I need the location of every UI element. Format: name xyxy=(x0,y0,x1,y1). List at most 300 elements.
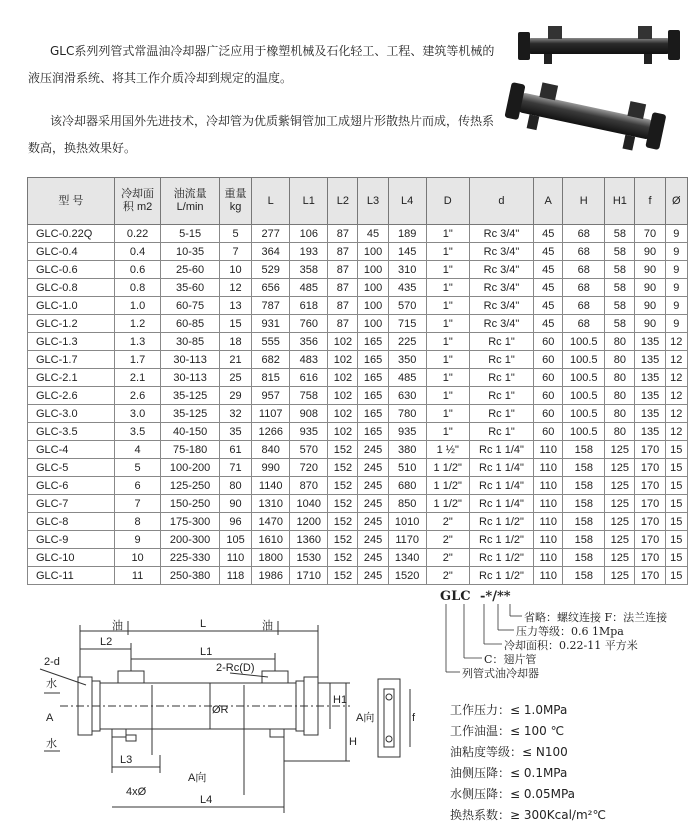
table-cell: 45 xyxy=(534,279,563,297)
table-cell: 760 xyxy=(290,315,328,333)
table-cell: 245 xyxy=(358,459,388,477)
dim-2d-label: 2-d xyxy=(44,656,60,668)
table-cell: 1 1/2" xyxy=(426,477,469,495)
product-photo-top xyxy=(514,18,684,70)
table-cell: Rc 1 1/4" xyxy=(469,495,533,513)
intro-paragraph-2: 该冷却器采用国外先进技术，冷却管为优质紫铜管加工成翅片形散热片而成，传热系数高，换热效果好。 xyxy=(28,114,495,155)
column-header: f xyxy=(635,178,665,225)
model-code-legend xyxy=(434,588,696,688)
table-cell: Rc 3/4" xyxy=(469,315,533,333)
table-cell: 15 xyxy=(665,549,687,567)
table-cell: 12 xyxy=(665,387,687,405)
dim-L-label: L xyxy=(200,618,207,630)
table-cell: 102 xyxy=(328,405,358,423)
table-cell: 0.6 xyxy=(114,261,160,279)
table-cell: 45 xyxy=(534,315,563,333)
table-cell: 1610 xyxy=(252,531,290,549)
table-cell: 170 xyxy=(635,459,665,477)
table-cell: 529 xyxy=(252,261,290,279)
table-cell: 5-15 xyxy=(161,225,220,243)
table-cell: 110 xyxy=(534,495,563,513)
table-row xyxy=(28,225,688,243)
column-header: 型 号 xyxy=(28,178,115,225)
table-cell: 1040 xyxy=(290,495,328,513)
table-cell: 125 xyxy=(605,513,635,531)
table-cell: 1" xyxy=(426,351,469,369)
view-A-label: A向 xyxy=(188,772,207,784)
table-cell: Rc 1 1/4" xyxy=(469,441,533,459)
table-cell: 152 xyxy=(328,441,358,459)
table-cell: 250-380 xyxy=(161,567,220,585)
table-cell: 135 xyxy=(635,333,665,351)
oil-in-label: 油 xyxy=(112,620,123,632)
table-cell: 1800 xyxy=(252,549,290,567)
table-cell: 125 xyxy=(605,441,635,459)
table-cell: 35 xyxy=(219,423,251,441)
table-cell: 1986 xyxy=(252,567,290,585)
table-cell: 158 xyxy=(563,567,605,585)
table-cell: 158 xyxy=(563,477,605,495)
table-cell: 1340 xyxy=(388,549,426,567)
table-cell: 780 xyxy=(388,405,426,423)
table-cell: 8 xyxy=(114,513,160,531)
technical-drawing xyxy=(0,585,430,829)
dim-L2-label: L2 xyxy=(100,636,113,648)
table-cell: 4 xyxy=(114,441,160,459)
table-cell: 87 xyxy=(328,297,358,315)
table-cell: 380 xyxy=(388,441,426,459)
table-cell: 35-60 xyxy=(161,279,220,297)
table-cell: 1107 xyxy=(252,405,290,423)
table-cell: 100 xyxy=(358,297,388,315)
table-cell: 9 xyxy=(665,297,687,315)
table-cell: 245 xyxy=(358,567,388,585)
model-cell: GLC-1.7 xyxy=(28,351,115,369)
table-row xyxy=(28,297,688,315)
table-cell: 165 xyxy=(358,333,388,351)
table-cell: 0.22 xyxy=(114,225,160,243)
table-cell: 30-113 xyxy=(161,369,220,387)
table-row xyxy=(28,369,688,387)
table-cell: 150-250 xyxy=(161,495,220,513)
table-cell: 1360 xyxy=(290,531,328,549)
table-cell: 68 xyxy=(563,243,605,261)
table-cell: 245 xyxy=(358,441,388,459)
table-cell: Rc 1 1/2" xyxy=(469,567,533,585)
table-cell: 105 xyxy=(219,531,251,549)
table-cell: 152 xyxy=(328,513,358,531)
table-cell: 10 xyxy=(114,549,160,567)
table-cell: Rc 1" xyxy=(469,351,533,369)
table-cell: 15 xyxy=(219,315,251,333)
table-cell: 58 xyxy=(605,261,635,279)
model-cell: GLC-11 xyxy=(28,567,115,585)
table-cell: 1" xyxy=(426,261,469,279)
table-row xyxy=(28,243,688,261)
spec-table xyxy=(27,177,688,585)
table-cell: 1" xyxy=(426,297,469,315)
table-row xyxy=(28,513,688,531)
table-cell: 7 xyxy=(114,495,160,513)
water-top-label: 水 xyxy=(46,678,57,690)
table-cell: 60 xyxy=(534,369,563,387)
model-cell: GLC-3.0 xyxy=(28,405,115,423)
table-cell: 15 xyxy=(665,531,687,549)
table-cell: Rc 3/4" xyxy=(469,243,533,261)
table-cell: 158 xyxy=(563,441,605,459)
table-cell: 100.5 xyxy=(563,387,605,405)
model-cell: GLC-1.2 xyxy=(28,315,115,333)
table-cell: 110 xyxy=(534,441,563,459)
table-cell: 957 xyxy=(252,387,290,405)
table-cell: 60 xyxy=(534,333,563,351)
table-cell: 110 xyxy=(534,513,563,531)
table-cell: Rc 1" xyxy=(469,405,533,423)
table-cell: 80 xyxy=(605,351,635,369)
table-cell: 15 xyxy=(665,459,687,477)
table-cell: Rc 1 1/2" xyxy=(469,549,533,567)
column-header: D xyxy=(426,178,469,225)
table-cell: 15 xyxy=(665,513,687,531)
table-cell: 1" xyxy=(426,333,469,351)
table-cell: 1" xyxy=(426,315,469,333)
table-cell: 68 xyxy=(563,297,605,315)
table-row xyxy=(28,405,688,423)
table-cell: 71 xyxy=(219,459,251,477)
model-cell: GLC-6 xyxy=(28,477,115,495)
table-cell: 135 xyxy=(635,423,665,441)
table-cell: 2" xyxy=(426,549,469,567)
table-cell: 1" xyxy=(426,243,469,261)
table-cell: Rc 3/4" xyxy=(469,279,533,297)
table-cell: 100-200 xyxy=(161,459,220,477)
model-cell: GLC-1.0 xyxy=(28,297,115,315)
model-cell: GLC-2.6 xyxy=(28,387,115,405)
dim-H-label: H xyxy=(349,736,357,748)
table-cell: 485 xyxy=(290,279,328,297)
table-cell: 21 xyxy=(219,351,251,369)
table-cell: 100.5 xyxy=(563,333,605,351)
table-cell: 87 xyxy=(328,315,358,333)
table-cell: 787 xyxy=(252,297,290,315)
table-cell: 80 xyxy=(219,477,251,495)
table-cell: 11 xyxy=(114,567,160,585)
column-header: d xyxy=(469,178,533,225)
column-header: L xyxy=(252,178,290,225)
table-cell: 152 xyxy=(328,567,358,585)
table-cell: Rc 1" xyxy=(469,423,533,441)
table-cell: 356 xyxy=(290,333,328,351)
table-cell: 245 xyxy=(358,531,388,549)
spec-oil-viscosity: 油粘度等级：≤ N100 xyxy=(450,745,568,759)
table-cell: 1.2 xyxy=(114,315,160,333)
table-cell: 35-125 xyxy=(161,387,220,405)
table-cell: 656 xyxy=(252,279,290,297)
model-code-suffix: -*/** xyxy=(480,589,511,604)
table-cell: 152 xyxy=(328,477,358,495)
table-cell: 58 xyxy=(605,279,635,297)
table-cell: 68 xyxy=(563,315,605,333)
table-row xyxy=(28,261,688,279)
table-cell: 12 xyxy=(665,351,687,369)
table-header-row xyxy=(28,178,688,225)
table-cell: 102 xyxy=(328,333,358,351)
table-cell: 60-85 xyxy=(161,315,220,333)
table-cell: 100.5 xyxy=(563,423,605,441)
table-cell: 2.1 xyxy=(114,369,160,387)
table-cell: 1710 xyxy=(290,567,328,585)
table-row xyxy=(28,531,688,549)
table-cell: 9 xyxy=(665,225,687,243)
table-cell: 110 xyxy=(534,549,563,567)
table-cell: 15 xyxy=(665,441,687,459)
table-cell: 435 xyxy=(388,279,426,297)
table-row xyxy=(28,333,688,351)
table-cell: 80 xyxy=(605,387,635,405)
table-cell: 1530 xyxy=(290,549,328,567)
code-note-type: 列管式油冷却器 xyxy=(462,667,539,680)
table-cell: 170 xyxy=(635,477,665,495)
table-cell: 630 xyxy=(388,387,426,405)
table-cell: 935 xyxy=(290,423,328,441)
table-row xyxy=(28,351,688,369)
table-row xyxy=(28,459,688,477)
table-cell: 1010 xyxy=(388,513,426,531)
table-row xyxy=(28,549,688,567)
table-cell: 100 xyxy=(358,243,388,261)
table-cell: 125 xyxy=(605,459,635,477)
table-cell: 152 xyxy=(328,549,358,567)
table-cell: 90 xyxy=(635,315,665,333)
table-cell: 1140 xyxy=(252,477,290,495)
table-cell: 165 xyxy=(358,351,388,369)
model-cell: GLC-3.5 xyxy=(28,423,115,441)
table-cell: 931 xyxy=(252,315,290,333)
model-cell: GLC-4 xyxy=(28,441,115,459)
table-cell: 245 xyxy=(358,549,388,567)
table-cell: 125 xyxy=(605,495,635,513)
table-cell: 9 xyxy=(665,279,687,297)
table-cell: 5 xyxy=(219,225,251,243)
table-cell: 80 xyxy=(605,369,635,387)
table-cell: 58 xyxy=(605,225,635,243)
table-cell: Rc 3/4" xyxy=(469,297,533,315)
table-cell: 100 xyxy=(358,315,388,333)
model-cell: GLC-10 xyxy=(28,549,115,567)
table-cell: 1" xyxy=(426,423,469,441)
table-cell: Rc 1 1/4" xyxy=(469,477,533,495)
table-cell: 60-75 xyxy=(161,297,220,315)
table-cell: Rc 1 1/2" xyxy=(469,531,533,549)
table-cell: 158 xyxy=(563,549,605,567)
table-cell: 125 xyxy=(605,549,635,567)
table-cell: 12 xyxy=(665,405,687,423)
table-cell: 193 xyxy=(290,243,328,261)
table-cell: 225 xyxy=(388,333,426,351)
spec-water-pressure-drop: 水侧压降：≤ 0.05MPa xyxy=(450,787,575,801)
table-cell: Rc 1" xyxy=(469,387,533,405)
table-cell: 170 xyxy=(635,495,665,513)
table-cell: 80 xyxy=(605,333,635,351)
table-cell: 13 xyxy=(219,297,251,315)
table-cell: 680 xyxy=(388,477,426,495)
code-note-connection: 省略：螺纹连接 F：法兰连接 xyxy=(524,611,668,624)
table-cell: 758 xyxy=(290,387,328,405)
model-cell: GLC-9 xyxy=(28,531,115,549)
model-cell: GLC-8 xyxy=(28,513,115,531)
table-cell: 70 xyxy=(635,225,665,243)
table-cell: 1.7 xyxy=(114,351,160,369)
model-cell: GLC-0.6 xyxy=(28,261,115,279)
table-cell: 2" xyxy=(426,531,469,549)
table-cell: 3.5 xyxy=(114,423,160,441)
table-cell: 102 xyxy=(328,387,358,405)
dim-L1-label: L1 xyxy=(200,646,213,658)
table-cell: 165 xyxy=(358,423,388,441)
table-cell: 102 xyxy=(328,369,358,387)
table-cell: Rc 1" xyxy=(469,333,533,351)
table-cell: 1" xyxy=(426,405,469,423)
table-cell: 570 xyxy=(388,297,426,315)
water-bottom-label: 水 xyxy=(46,738,57,750)
table-cell: 9 xyxy=(665,243,687,261)
table-cell: 87 xyxy=(328,225,358,243)
table-cell: 7 xyxy=(219,243,251,261)
column-header: Ø xyxy=(665,178,687,225)
column-header: 油流量 L/min xyxy=(161,178,220,225)
table-cell: 1 ½" xyxy=(426,441,469,459)
table-cell: 75-180 xyxy=(161,441,220,459)
table-cell: 510 xyxy=(388,459,426,477)
table-cell: 30-113 xyxy=(161,351,220,369)
table-cell: 358 xyxy=(290,261,328,279)
table-cell: 1266 xyxy=(252,423,290,441)
table-cell: 0.4 xyxy=(114,243,160,261)
table-cell: 58 xyxy=(605,243,635,261)
table-cell: 40-150 xyxy=(161,423,220,441)
column-header: L1 xyxy=(290,178,328,225)
table-cell: Rc 3/4" xyxy=(469,225,533,243)
operating-specs xyxy=(450,700,606,826)
table-cell: 1" xyxy=(426,387,469,405)
table-cell: 720 xyxy=(290,459,328,477)
table-cell: 225-330 xyxy=(161,549,220,567)
table-cell: 12 xyxy=(665,369,687,387)
table-cell: 1170 xyxy=(388,531,426,549)
table-cell: Rc 1" xyxy=(469,369,533,387)
table-cell: 15 xyxy=(665,567,687,585)
model-cell: GLC-5 xyxy=(28,459,115,477)
dim-A-label: A xyxy=(46,712,54,724)
table-cell: 277 xyxy=(252,225,290,243)
table-cell: 60 xyxy=(534,387,563,405)
table-cell: 90 xyxy=(635,297,665,315)
code-note-area: 冷却面积：0.22-11 平方米 xyxy=(504,639,638,652)
table-cell: 1310 xyxy=(252,495,290,513)
column-header: 重量 kg xyxy=(219,178,251,225)
side-f-label: f xyxy=(412,712,416,724)
table-cell: Rc 1 1/2" xyxy=(469,513,533,531)
table-cell: 1200 xyxy=(290,513,328,531)
spec-working-pressure: 工作压力：≤ 1.0MPa xyxy=(450,703,568,717)
table-cell: 10-35 xyxy=(161,243,220,261)
table-cell: 87 xyxy=(328,243,358,261)
table-cell: 1470 xyxy=(252,513,290,531)
table-cell: 189 xyxy=(388,225,426,243)
code-note-pressure: 压力等级：0.6 1Mpa xyxy=(516,625,624,638)
model-cell: GLC-0.4 xyxy=(28,243,115,261)
model-cell: GLC-2.1 xyxy=(28,369,115,387)
table-row xyxy=(28,567,688,585)
table-cell: 0.8 xyxy=(114,279,160,297)
column-header: L3 xyxy=(358,178,388,225)
table-cell: 100.5 xyxy=(563,369,605,387)
table-cell: 165 xyxy=(358,387,388,405)
side-view-label: A向 xyxy=(356,712,375,724)
table-cell: 135 xyxy=(635,405,665,423)
table-cell: 2" xyxy=(426,513,469,531)
table-cell: 1520 xyxy=(388,567,426,585)
spec-heat-transfer: 换热系数：≥ 300Kcal/m²℃ xyxy=(450,808,606,822)
model-code-prefix: GLC xyxy=(440,589,471,604)
table-cell: 152 xyxy=(328,531,358,549)
table-cell: 364 xyxy=(252,243,290,261)
table-cell: 165 xyxy=(358,405,388,423)
table-cell: 12 xyxy=(665,423,687,441)
table-cell: 158 xyxy=(563,531,605,549)
table-cell: 310 xyxy=(388,261,426,279)
table-cell: 815 xyxy=(252,369,290,387)
table-cell: 32 xyxy=(219,405,251,423)
table-cell: 60 xyxy=(534,351,563,369)
table-cell: 90 xyxy=(635,261,665,279)
spec-oil-temperature: 工作油温：≤ 100 ℃ xyxy=(450,724,565,738)
table-cell: 106 xyxy=(290,225,328,243)
table-cell: 102 xyxy=(328,351,358,369)
table-cell: 61 xyxy=(219,441,251,459)
table-row xyxy=(28,279,688,297)
column-header: 冷却面 积 m2 xyxy=(114,178,160,225)
table-row xyxy=(28,423,688,441)
table-cell: 165 xyxy=(358,369,388,387)
table-cell: 2.6 xyxy=(114,387,160,405)
table-cell: 80 xyxy=(605,405,635,423)
table-cell: 110 xyxy=(534,459,563,477)
table-cell: 170 xyxy=(635,567,665,585)
table-cell: 45 xyxy=(358,225,388,243)
table-cell: 145 xyxy=(388,243,426,261)
table-cell: 158 xyxy=(563,459,605,477)
table-cell: 990 xyxy=(252,459,290,477)
table-cell: 15 xyxy=(665,495,687,513)
table-cell: 58 xyxy=(605,297,635,315)
table-row xyxy=(28,495,688,513)
table-cell: 135 xyxy=(635,351,665,369)
oil-out-label: 油 xyxy=(262,620,273,632)
table-cell: 10 xyxy=(219,261,251,279)
table-cell: 35-125 xyxy=(161,405,220,423)
table-cell: 1.0 xyxy=(114,297,160,315)
table-cell: 1" xyxy=(426,279,469,297)
table-cell: 125 xyxy=(605,531,635,549)
table-cell: 68 xyxy=(563,279,605,297)
dim-L3-label: L3 xyxy=(120,754,133,766)
table-cell: 1" xyxy=(426,369,469,387)
table-cell: 158 xyxy=(563,495,605,513)
table-cell: 200-300 xyxy=(161,531,220,549)
table-cell: 118 xyxy=(219,567,251,585)
column-header: A xyxy=(534,178,563,225)
